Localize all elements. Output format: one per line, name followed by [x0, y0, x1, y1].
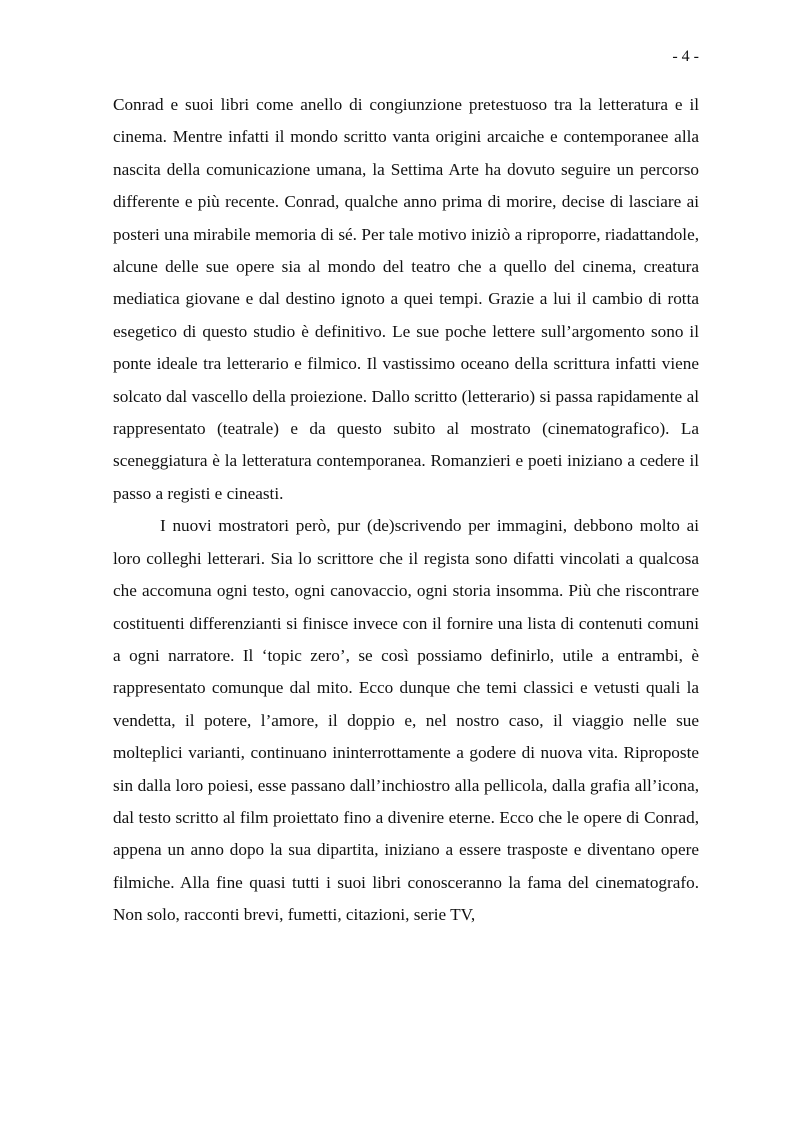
paragraph-1: Conrad e suoi libri come anello di congiunzione pretestuoso tra la letteratura e il cinema. Mentre infatti il mondo scritto vanta origini arcaiche e contemporanee alla nascita della comunicazione umana, la Settima Arte ha dovuto seguire un percorso differente e più recente. Conrad, qualche anno prima di morire, decise di lasciare ai posteri una mirabile memoria di sé. Per tale motivo iniziò a riproporre, riadattandole, alcune delle sue opere sia al mondo del teatro che a quello del cinema, creatura mediatica giovane e dal destino ignoto a quei tempi. Grazie a lui il cambio di rotta esegetico di questo studio è definitivo. Le sue poche lettere sull’argomento sono il ponte ideale tra letterario e filmico. Il vastissimo oceano della scrittura infatti viene solcato dal vascello della proiezione. Dallo scritto (letterario) si passa rapidamente al rappresentato (teatrale) e da questo subito al mostrato (cinematografico). La sceneggiatura è la letteratura contemporanea. Romanzieri e poeti iniziano a cedere il passo a registi e cineasti.	[113, 95, 699, 503]
paragraph-2: I nuovi mostratori però, pur (de)scrivendo per immagini, debbono molto ai loro colleghi letterari. Sia lo scrittore che il regista sono difatti vincolati a qualcosa che accomuna ogni testo, ogni canovaccio, ogni storia insomma. Più che riscontrare costituenti differenzianti si finisce invece con il fornire una lista di contenuti comuni a ogni narratore. Il ‘topic zero’, se così possiamo definirlo, utile a entrambi, è rappresentato comunque dal mito. Ecco dunque che temi classici e vetusti quali la vendetta, il potere, l’amore, il doppio e, nel nostro caso, il viaggio nelle sue molteplici varianti, continuano ininterrottamente a godere di nuova vita. Riproposte sin dalla loro poiesi, esse passano dall’inchiostro alla pellicola, dalla grafia all’icona, dal testo scritto al film proiettato fino a divenire eterne. Ecco che le opere di Conrad, appena un anno dopo la sua dipartita, iniziano a essere trasposte e diventano opere filmiche. Alla fine quasi tutti i suoi libri conosceranno la fama del cinematografo. Non solo, racconti brevi, fumetti, citazioni, serie TV,	[113, 516, 699, 925]
body-text	[113, 89, 699, 932]
page-number: - 4 -	[672, 48, 699, 65]
